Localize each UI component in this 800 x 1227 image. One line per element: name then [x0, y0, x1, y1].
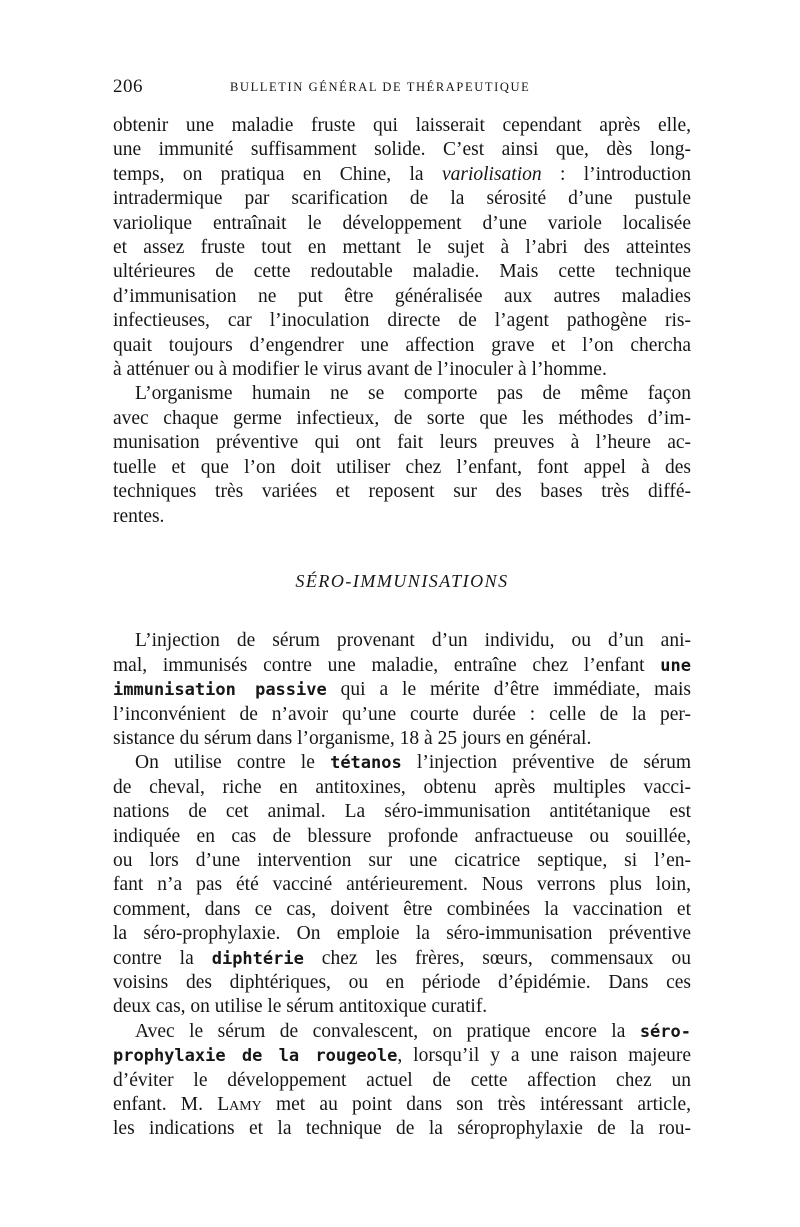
text-line: quait toujours d’engendrer une affection grave et l’on chercha	[113, 334, 691, 356]
bold-term: prophylaxie de la rougeole	[113, 1046, 398, 1067]
text-run: : l’introduction	[541, 163, 691, 185]
text-line	[113, 678, 691, 702]
text-line: d’immunisation ne put être généralisée aux autres maladies	[113, 285, 691, 307]
text-body	[113, 114, 691, 1142]
text-run: temps, on pratiqua en Chine, la	[113, 163, 442, 185]
text-line: les indications et la technique de la séroprophylaxie de la rou-	[113, 1118, 691, 1140]
page-number: 206	[113, 76, 143, 97]
running-title: BULLETIN GÉNÉRAL DE THÉRAPEUTIQUE	[230, 80, 531, 94]
text-line	[113, 947, 691, 971]
text-line: avec chaque germe infectieux, de sorte que les méthodes d’im-	[113, 407, 691, 429]
text-run: , lorsqu’il y a une raison majeure	[397, 1045, 692, 1067]
paragraph-injection	[113, 629, 691, 751]
text-line: la séro-prophylaxie. On emploie la séro-immunisation préventive	[113, 923, 691, 945]
paragraph-intro	[113, 114, 691, 382]
text-line: comment, dans ce cas, doivent être combinées la vaccination et	[113, 898, 691, 920]
text-run: enfant. M.	[113, 1094, 218, 1116]
text-line: à atténuer ou à modifier le virus avant de l’inoculer à l’homme.	[113, 359, 607, 381]
text-line	[113, 654, 691, 678]
paragraph-organisme	[113, 382, 691, 528]
text-line: de cheval, riche en antitoxines, obtenu après multiples vacci-	[113, 776, 691, 798]
text-line	[113, 1093, 691, 1117]
text-line: voisins des diphtériques, ou en période d’épidémie. Dans ces	[113, 972, 691, 993]
text-line: sistance du sérum dans l’organisme, 18 à 25 jours en général.	[113, 727, 592, 749]
text-line: ultérieures de cette redoutable maladie. Mais cette technique	[113, 261, 691, 283]
bold-term: tétanos	[330, 753, 402, 774]
text-run: chez les frères, sœurs, commensaux ou	[303, 947, 691, 969]
text-line: infectieuses, car l’inoculation directe de l’agent pathogène ris-	[113, 310, 691, 332]
text-line: deux cas, on utilise le sérum antitoxique curatif.	[113, 996, 488, 1018]
text-line: variolique entraînait le développement d’une variole localisée	[113, 212, 691, 234]
text-line: une immunité suffisamment solide. C’est ainsi que, dès long-	[113, 139, 691, 161]
text-line: nations de cet animal. La séro-immunisation antitétanique est	[113, 801, 691, 823]
text-run: contre la	[113, 947, 212, 969]
text-run: met au point dans son très intéressant article,	[261, 1094, 692, 1116]
text-line	[113, 751, 691, 775]
text-run: l’injection préventive de sérum	[401, 752, 692, 774]
paragraph-tetanos	[113, 751, 691, 1019]
author-name: Lamy	[217, 1094, 262, 1116]
text-line: indiquée en cas de blessure profonde anfractueuse ou souillée,	[113, 825, 691, 847]
text-line: ou lors d’une intervention sur une cicatrice septique, si l’en-	[113, 849, 691, 871]
text-line	[113, 163, 691, 187]
text-run: On utilise contre le	[135, 752, 331, 774]
paragraph-rougeole	[113, 1020, 691, 1142]
bold-term: diphtérie	[211, 948, 304, 969]
bold-term: séro-	[639, 1021, 691, 1042]
text-line: L’organisme humain ne se comporte pas de même façon	[135, 383, 691, 405]
text-line	[113, 1020, 691, 1044]
text-line	[113, 1044, 691, 1068]
italic-term: variolisation	[441, 163, 542, 185]
section-heading: SÉRO-IMMUNISATIONS	[295, 570, 509, 591]
text-run: Avec le sérum de convalescent, on pratique encore la	[135, 1020, 640, 1042]
page-header	[113, 76, 691, 106]
text-line: tuelle et que l’on doit utiliser chez l’enfant, font appel à des	[113, 456, 691, 478]
text-line: et assez fruste tout en mettant le sujet à l’abri des atteintes	[113, 237, 691, 259]
bold-term: immunisation passive	[113, 680, 327, 701]
text-run: mal, immunisés contre une maladie, entraîne chez l’enfant	[113, 654, 661, 676]
text-line: fant n’a pas été vacciné antérieurement. Nous verrons plus loin,	[113, 874, 691, 896]
text-line: techniques très variées et reposent sur des bases très diffé-	[113, 481, 691, 503]
text-line: rentes.	[113, 505, 165, 527]
bold-term: une	[660, 655, 691, 676]
text-line: intradermique par scarification de la sérosité d’une pustule	[113, 188, 691, 210]
text-line: L’injection de sérum provenant d’un individu, ou d’un ani-	[135, 630, 691, 652]
text-line: d’éviter le développement actuel de cette affection chez un	[113, 1069, 691, 1091]
text-line: l’inconvénient de n’avoir qu’une courte durée : celle de la per-	[113, 703, 691, 725]
text-line: munisation préventive qui ont fait leurs preuves à l’heure ac-	[113, 432, 691, 454]
text-line: obtenir une maladie fruste qui laisserait cependant après elle,	[113, 115, 691, 136]
text-run: qui a le mérite d’être immédiate, mais	[326, 679, 691, 701]
